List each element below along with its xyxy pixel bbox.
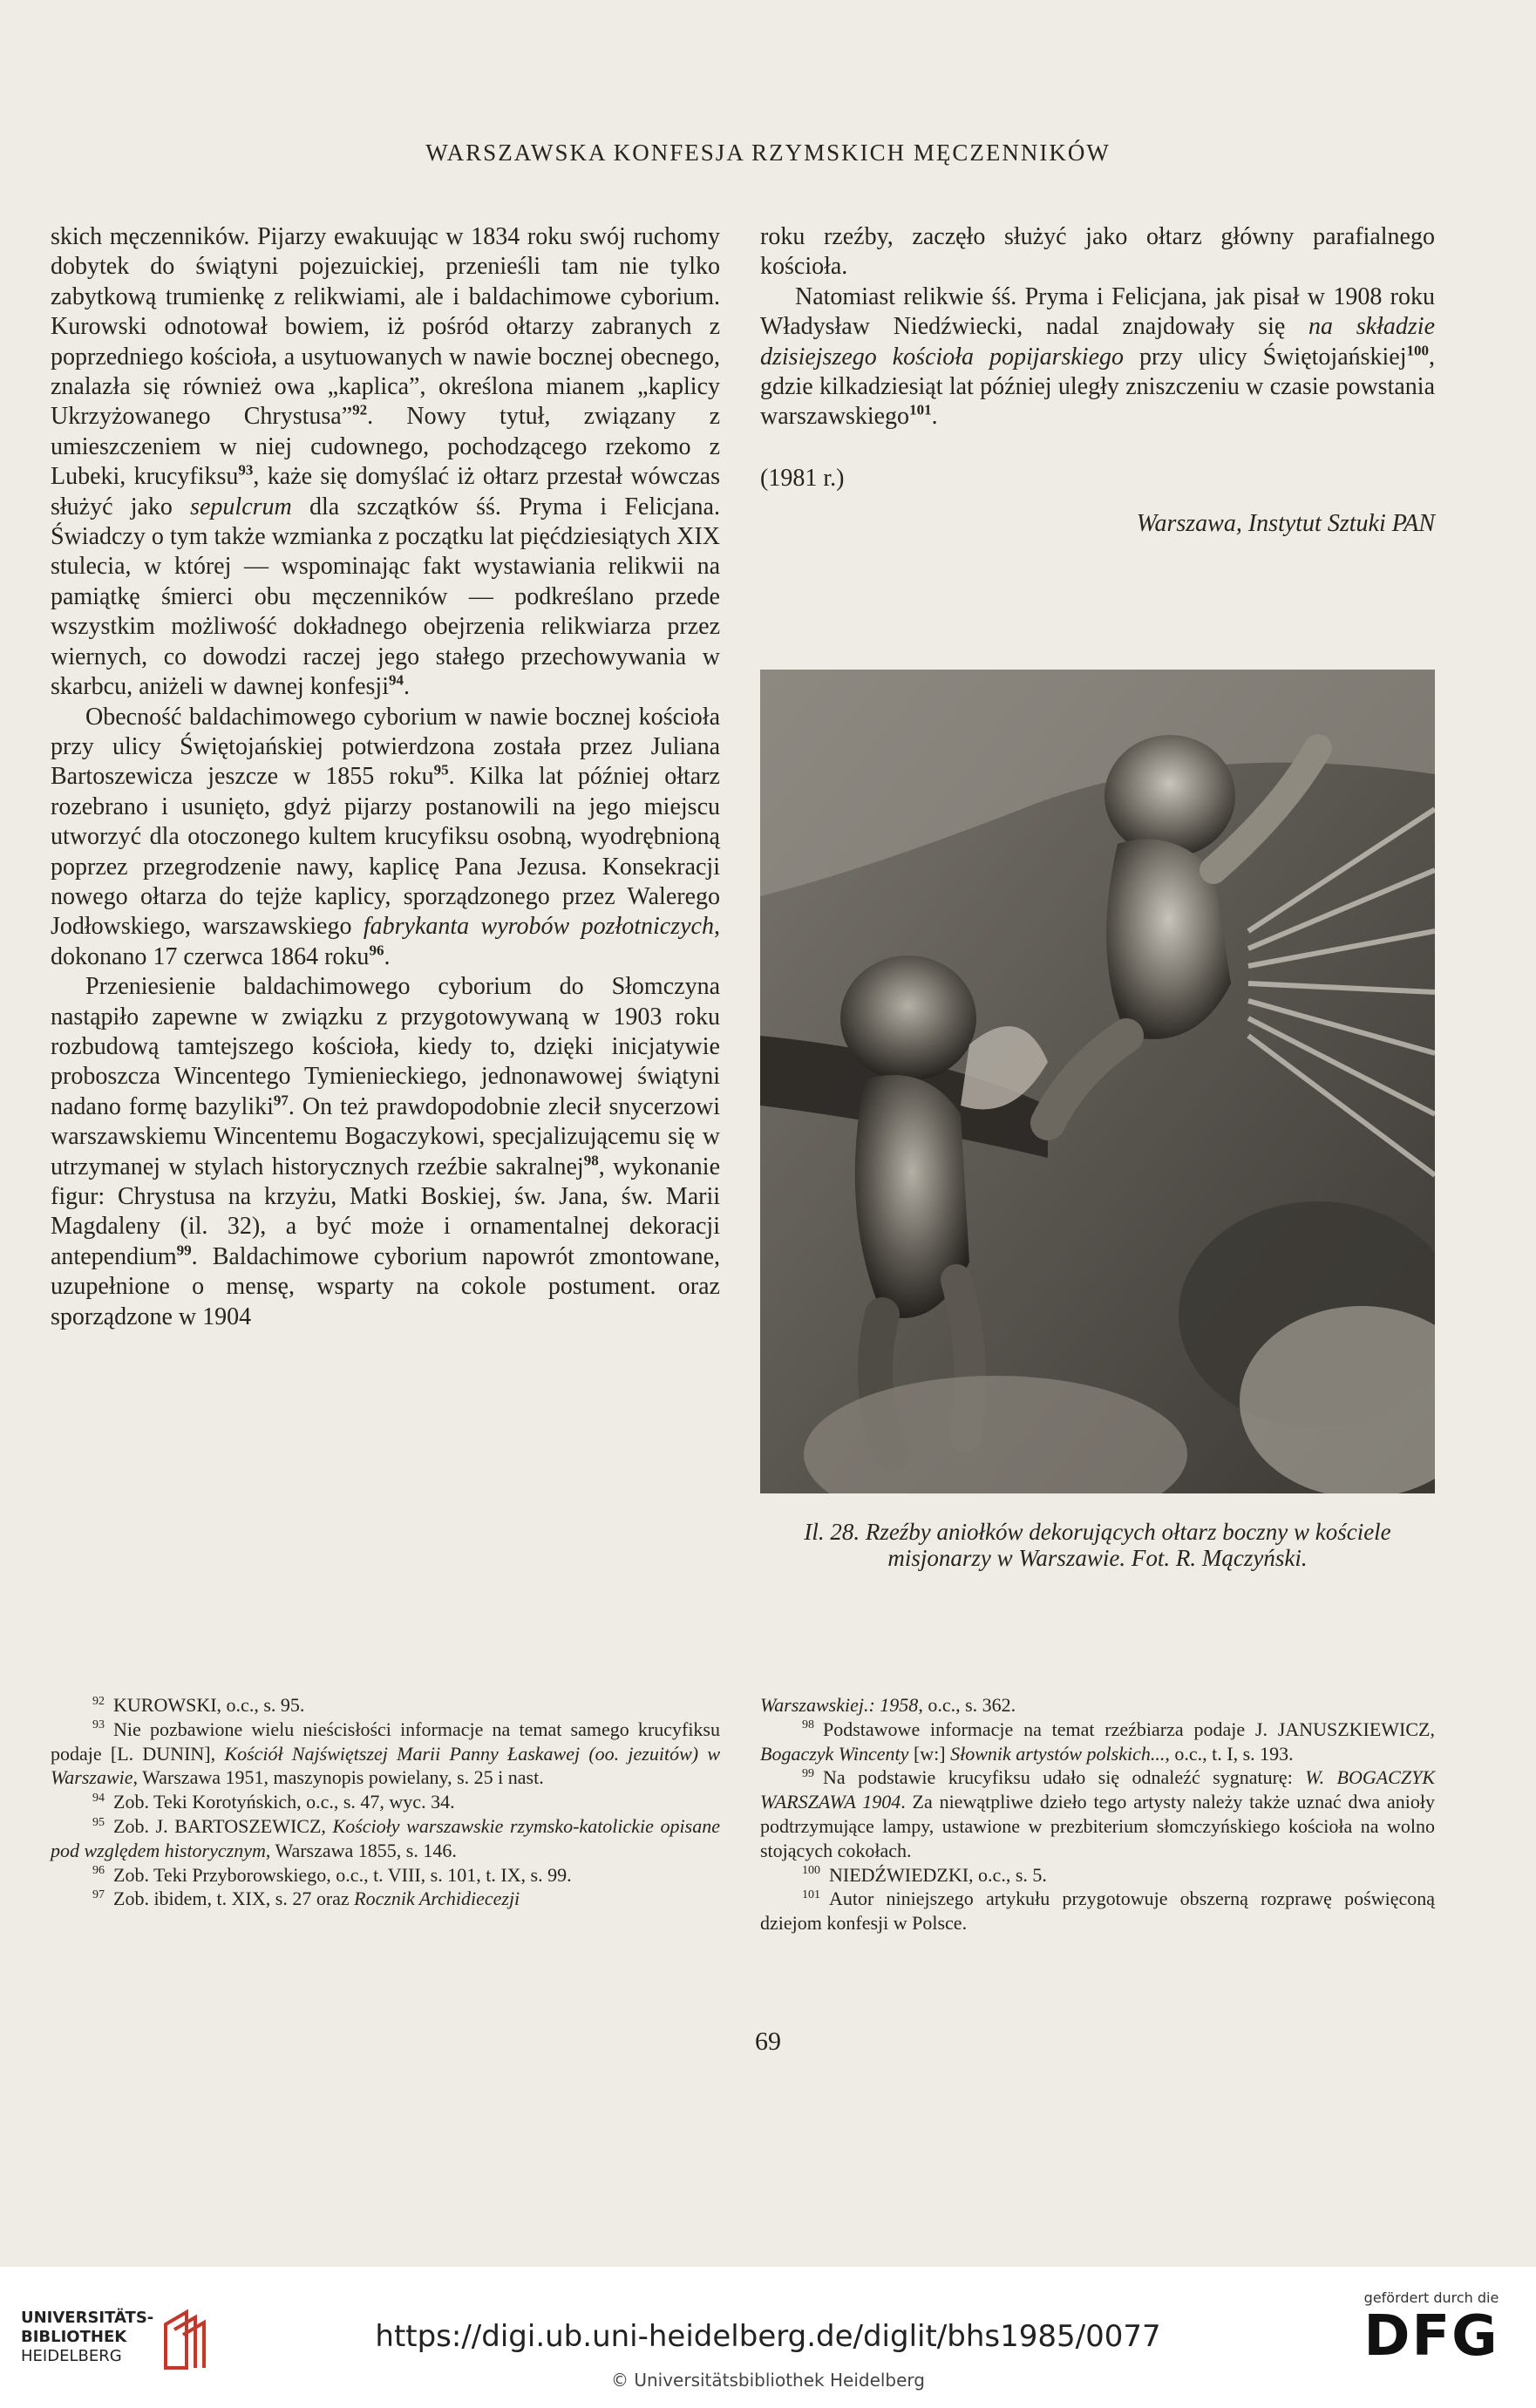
figure-caption: Il. 28. Rzeźby aniołków dekorujących ołtarz boczny w kościele misjonarzy w Warszawie. Fot. R. Mączyński. <box>804 1519 1391 1571</box>
footnote <box>51 1863 720 1888</box>
footnote-text: , Warszawa 1855, s. 146. <box>265 1839 457 1861</box>
running-head: WARSZAWSKA KONFESJA RZYMSKICH MĘCZENNIKÓW <box>425 139 1111 166</box>
text: . <box>931 403 938 431</box>
footnote-ref[interactable]: 97 <box>273 1092 289 1109</box>
logo-line: HEIDELBERG <box>21 2347 122 2365</box>
footnote <box>51 1693 720 1718</box>
footnote-text: Zob. Teki Przyborowskiego, o.c., t. VIII, s. 101, t. IX, s. 99. <box>113 1863 572 1886</box>
footnote-number: 97 <box>92 1888 105 1902</box>
footnote-italic-text: Warszawskiej.: 1958 <box>760 1694 919 1716</box>
paragraph <box>51 222 720 703</box>
footnote-number: 93 <box>92 1718 105 1732</box>
footnote-number: 95 <box>92 1815 105 1829</box>
text: . Kilka lat później ołtarz rozebrano i usunięto, gdyż pijarzy postanowili na jego miejscu utworzyć dla otoczonego kultem krucyfiksu osobną, wyodrębnioną poprzez przegrodzenie nawy, kaplicę Pana Jezusa. Konsekracji nowego ołtarza do tejże kaplicy, sporządzonego przez Walerego Jodłowskiego, warszawskiego <box>51 763 720 941</box>
text: . On też prawdopodobnie zlecił snycerzowi warszawskiemu Wincentemu Bogaczykowi, specjalizującemu się w utrzymanej w stylach historycznych rzeźbie sakralnej <box>51 1092 720 1180</box>
footnote-number: 101 <box>802 1888 820 1902</box>
footnote-text: Zob. ibidem, t. XIX, s. 27 oraz <box>113 1888 355 1910</box>
text: , wykonanie figur: Chrystusa na krzyżu, Matki Boskiej, św. Jana, św. Marii Magdaleny (il. 32), a być może i ornamentalnej dekoracji antependium <box>51 1153 720 1270</box>
footnote <box>51 1790 720 1814</box>
footnote-ref[interactable]: 94 <box>388 671 404 689</box>
footnote <box>760 1887 1435 1935</box>
footnote-text: Na podstawie krucyfiksu udało się odnaleźć sygnaturę: <box>823 1766 1306 1789</box>
text: , gdzie kilkadziesiąt lat później uległy zniszczeniu w czasie powstania warszawskiego <box>760 343 1436 431</box>
date-line: (1981 r.) <box>760 464 845 492</box>
text: dla szczątków śś. Pryma i Felicjana. Świadczy o tym także wzmianka z początku lat pięćdziesiątych XIX stulecia, w której — wspominając fakt wystawiania relikwii na pamiątkę śmierci obu męczenników — podkreślano przede wszystkim możliwość dokładnego obejrzenia relikwiarza przez wiernych, co dowodzi raczej jego stałego przechowywania w skarbcu, aniżeli w dawnej konfesji <box>51 493 720 701</box>
italic-text: fabrykanta wyrobów pozłotniczych <box>363 913 714 941</box>
footnote-text: Autor niniejszego artykułu przygotowuje obszerną rozprawę poświęconą dziejom konfesji w Polsce. <box>760 1888 1435 1935</box>
footnote-ref[interactable]: 93 <box>238 461 254 479</box>
footnote-text: . Za niewątpliwe dzieło tego artysty należy także uznać dwa anioły podtrzymujące lampy, ustawione w prezbiterium słomczyńskiego kościoła na wolno stojących cokołach. <box>760 1791 1436 1861</box>
paragraph <box>760 282 1435 432</box>
paragraph: roku rzeźby, zaczęło służyć jako ołtarz główny parafialnego kościoła. <box>760 223 1435 281</box>
footnote-text: , o.c., t. I, s. 193. <box>1165 1742 1294 1765</box>
footnote-number: 92 <box>92 1694 105 1708</box>
copyright-notice: © Universitätsbibliothek Heidelberg <box>610 2370 925 2391</box>
footnote-ref[interactable]: 98 <box>583 1152 599 1169</box>
dfg-funding-badge[interactable] <box>1353 2289 1510 2367</box>
footnote-text: Podstawowe informacje na temat rzeźbiarza podaje J. JANUSZKIEWICZ, <box>823 1718 1435 1740</box>
footnote <box>51 1814 720 1863</box>
right-column <box>760 222 1435 540</box>
author-affiliation: Warszawa, Instytut Sztuki PAN <box>1136 510 1435 538</box>
footnote-number: 100 <box>802 1864 820 1878</box>
text: . Nowy tytuł, związany z umieszczeniem w niej cudownego, pochodzącego rzekomo z Lubeki, krucyfiksu <box>51 403 720 491</box>
italic-text: na składzie dzisiejszego kościoła popijarskiego <box>760 313 1435 371</box>
footnotes-right <box>760 1693 1435 1935</box>
footnote-italic-text: Rocznik Archidiecezji <box>354 1888 520 1910</box>
footnote-number: 99 <box>802 1767 814 1781</box>
footnote-ref[interactable]: 100 <box>1406 342 1430 359</box>
text: , każe się domyślać iż ołtarz przestał wówczas służyć jako <box>51 463 720 520</box>
italic-text: sepulcrum <box>190 493 292 520</box>
footnote <box>51 1718 720 1790</box>
footnote-ref[interactable]: 95 <box>433 761 449 779</box>
permalink-url[interactable]: https://digi.ub.uni-heidelberg.de/diglit/bhs1985/0077 <box>375 2319 1161 2354</box>
footnote-text: [w:] <box>908 1742 951 1765</box>
text: . <box>384 942 391 970</box>
footnote-text: Zob. Teki Korotyńskich, o.c., s. 47, wyc. 34. <box>113 1791 455 1813</box>
footnote-text: Zob. J. BARTOSZEWICZ, <box>113 1814 333 1837</box>
text: . Baldachimowe cyborium napowrót zmontowane, uzupełnione o mensę, wsparty na cokole postument. oraz sporządzone w 1904 <box>51 1242 720 1330</box>
footnote-text: NIEDŹWIEDZKI, o.c., s. 5. <box>829 1863 1047 1886</box>
footnote-text: , Warszawa 1951, maszynopis powielany, s. 25 i nast. <box>133 1766 544 1789</box>
footnote-text: Nie pozbawione wielu nieścisłości informacje na temat samego krucyfiksu podaje [L. DUNIN], <box>51 1718 720 1765</box>
footnote-italic-text: Bogaczyk Wincenty <box>760 1742 909 1765</box>
footnote-italic-text: Kościół Najświętszej Marii Panny Łaskawej (oo. jezuitów) w Warszawie <box>51 1742 721 1789</box>
page-number: 69 <box>755 2027 781 2056</box>
footnote-number: 98 <box>802 1718 814 1732</box>
footnote-text: KUROWSKI, o.c., s. 95. <box>113 1694 305 1716</box>
viewer-footer <box>0 2267 1536 2408</box>
footnote-italic-text: W. BOGACZYK WARSZAWA 1904 <box>760 1766 1435 1813</box>
footnote-ref[interactable]: 101 <box>909 402 932 419</box>
left-column <box>51 222 720 1332</box>
text: Przeniesienie baldachimowego cyborium do Słomczyna nastąpiło zapewne w związku z przygotowywaną w 1903 roku rozbudową tamtejszego kościoła, kiedy to, dzięki inicjatywie proboszcza Wincentego Tymienieckiego, jednonawowej świątyni nadano formę bazyliki <box>51 973 720 1120</box>
footnote-ref[interactable]: 96 <box>369 942 384 959</box>
text: przy ulicy Świętojańskiej <box>1124 343 1407 371</box>
dfg-caption: gefördert durch die <box>1363 2289 1499 2306</box>
footnotes-left <box>51 1693 720 1911</box>
text: Natomiast relikwie śś. Pryma i Felicjana, jak pisał w 1908 roku Władysław Niedźwiecki, nadal znajdowały się <box>760 282 1435 341</box>
paragraph <box>51 972 720 1332</box>
footnote-ref[interactable]: 92 <box>352 402 368 419</box>
footnote-italic-text: Kościoły warszawskie rzymsko-katolickie opisane pod względem historycznym <box>51 1814 720 1861</box>
text: , dokonano 17 czerwca 1864 roku <box>51 913 720 970</box>
footnote <box>51 1887 720 1911</box>
text: . <box>403 673 410 701</box>
footnote <box>760 1765 1435 1862</box>
footnote-number: 94 <box>92 1791 105 1805</box>
photo-illustration <box>760 670 1435 1493</box>
logo-line: BIBLIOTHEK <box>21 2328 127 2346</box>
footnote-number: 96 <box>92 1864 105 1878</box>
dfg-logo: DFG <box>1363 2304 1499 2369</box>
text: skich męczenników. Pijarzy ewakuując w 1834 roku swój ruchomy dobytek do świątyni pojezuickiej, przenieśli tam nie tylko zabytkową trumienkę z relikwiami, ale i baldachimowe cyborium. Kurowski odnotował bowiem, iż pośród ołtarzy zabranych z poprzedniego kościoła, a usytuowanych w nawie bocznej obecnego, znalazła się również owa „kaplica”, określona mianem „kaplicy Ukrzyżowanego Chrystusa” <box>51 223 720 431</box>
footnote-italic-text: Słownik artystów polskich... <box>950 1742 1166 1765</box>
paragraph <box>51 703 720 973</box>
photograph-angel-sculptures <box>760 670 1435 1493</box>
text: Obecność baldachimowego cyborium w nawie bocznej kościoła przy ulicy Świętojańskiej potwierdzona została przez Juliana Bartoszewicza jeszcze w 1855 roku <box>51 703 720 791</box>
footnote <box>760 1718 1435 1766</box>
footnote-ref[interactable]: 99 <box>176 1241 192 1259</box>
footnote-text: , o.c., s. 362. <box>918 1694 1016 1716</box>
logo-line: UNIVERSITÄTS- <box>21 2309 154 2327</box>
footnote <box>760 1693 1435 1718</box>
footnote <box>760 1863 1435 1888</box>
